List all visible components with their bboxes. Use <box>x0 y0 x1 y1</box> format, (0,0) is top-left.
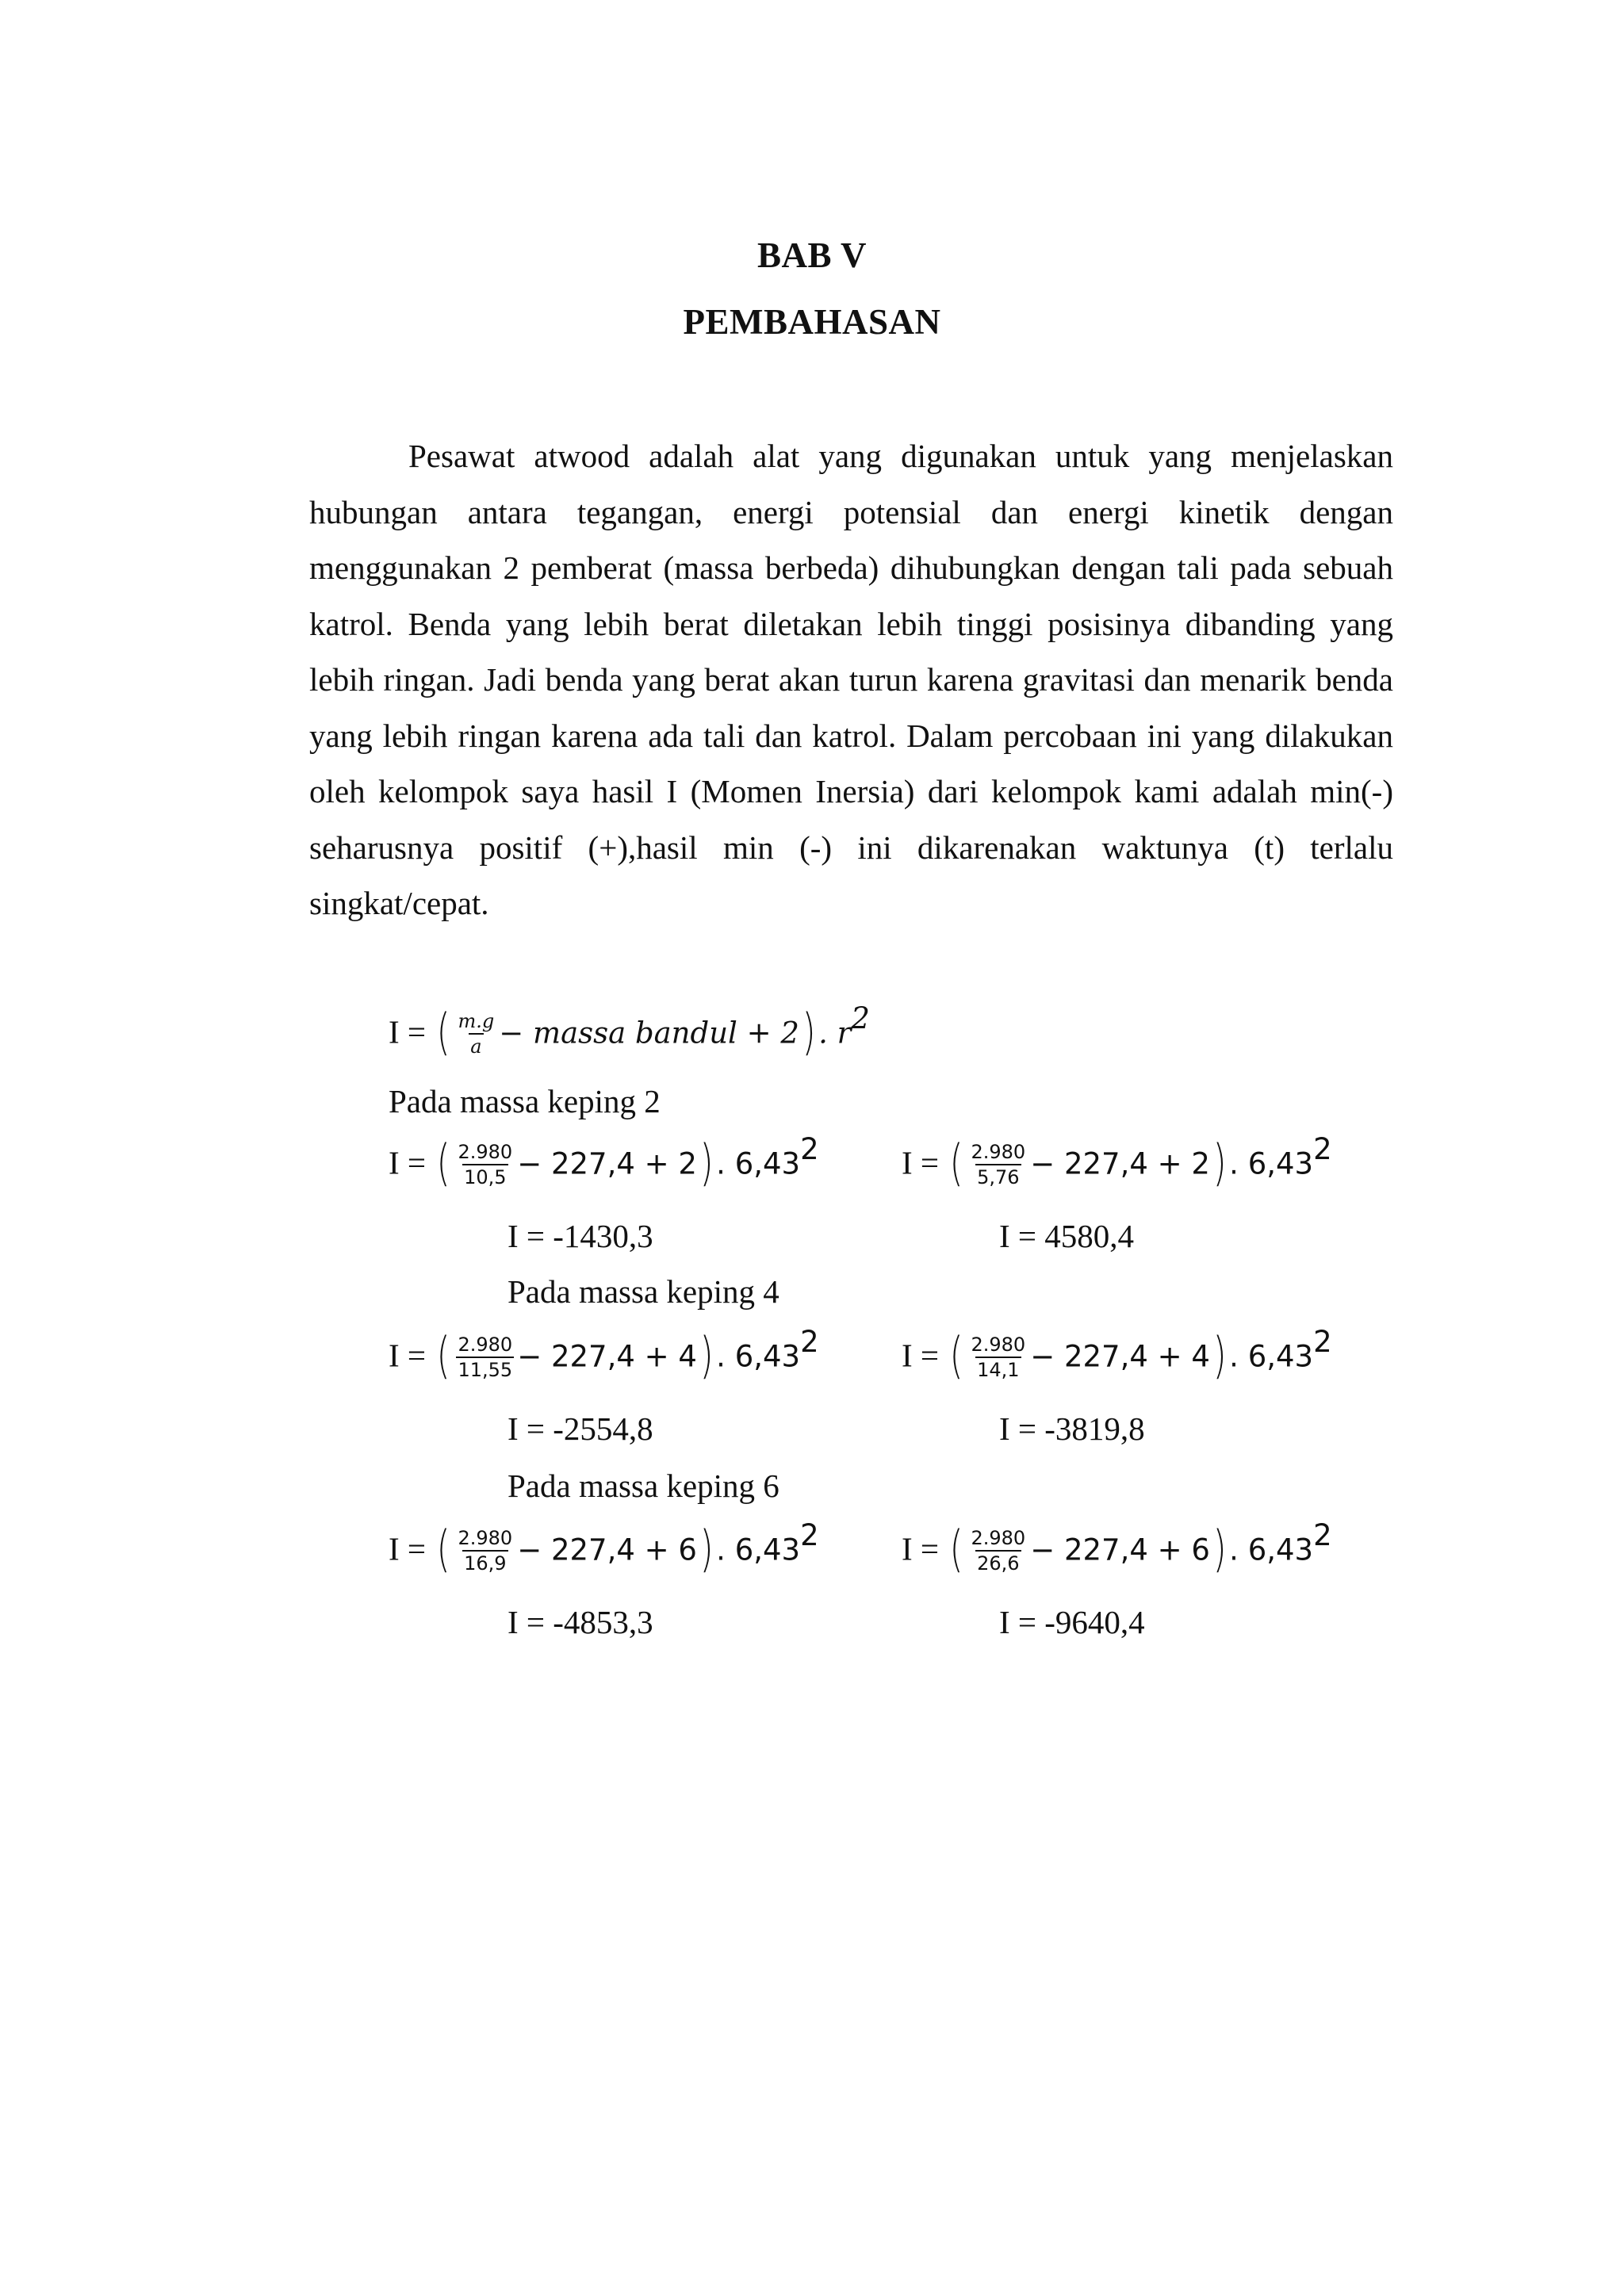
equation-rest: − 227,4 + 4 <box>1030 1339 1210 1374</box>
equation-exponent: 2 <box>1313 1517 1332 1552</box>
formula-tail: . r <box>818 1016 852 1050</box>
body-paragraph: Pesawat atwood adalah alat yang digunakan untuk yang menjelaskan hubungan antara tegangan, energi potensial dan energi kinetik dengan menggunakan 2 pemberat (massa berbeda) dihubungkan dengan tali pada sebuah katrol. Benda yang lebih berat diletakan lebih tinggi posisinya dibanding yang lebih ringan. Jadi benda yang berat akan turun karena gravitasi dan menarik benda yang lebih ringan karena ada tali dan katrol. Dalam percobaan ini yang dilakukan oleh kelompok saya hasil I (Momen Inersia) dari kelompok kami adalah min(-) seharusnya positif (+),hasil min (-) ini dikarenakan waktunya (t) terlalu singkat/cepat. <box>309 438 1393 921</box>
open-paren: ( <box>949 1134 963 1192</box>
equation-lhs: I = <box>902 1337 940 1374</box>
fraction <box>456 1526 514 1575</box>
close-paren: ) <box>1212 1134 1227 1192</box>
equation-tail: . 6,43 <box>1229 1533 1314 1567</box>
equation-left <box>389 1517 819 1578</box>
equation-exponent: 2 <box>800 1517 819 1552</box>
equation-tail: . 6,43 <box>1229 1146 1314 1181</box>
fraction-denominator: 11,55 <box>456 1357 514 1382</box>
open-paren: ( <box>436 1134 450 1192</box>
fraction-denominator: 16,9 <box>462 1550 508 1575</box>
formula-middle: − massa bandul + 2 <box>499 1016 799 1050</box>
fraction-denominator: 26,6 <box>975 1550 1021 1575</box>
fraction <box>456 1140 514 1189</box>
fraction <box>456 1009 496 1058</box>
open-paren: ( <box>949 1326 963 1384</box>
fraction <box>456 1333 514 1382</box>
chapter-heading: BAB V <box>757 235 867 275</box>
equation-exponent: 2 <box>800 1131 819 1166</box>
equation-right <box>902 1517 1332 1578</box>
open-paren: ( <box>949 1520 963 1578</box>
result-left: I = -2554,8 <box>508 1410 653 1447</box>
result-left: I = -1430,3 <box>508 1218 653 1254</box>
fraction-numerator: 2.980 <box>458 1141 513 1163</box>
open-paren: ( <box>436 1326 450 1384</box>
fraction <box>969 1333 1027 1382</box>
equation-exponent: 2 <box>800 1324 819 1359</box>
fraction-numerator: 2.980 <box>458 1334 513 1356</box>
equation-lhs: I = <box>389 1530 427 1567</box>
fraction-numerator: 2.980 <box>458 1527 513 1549</box>
close-paren: ) <box>802 1003 816 1061</box>
close-paren: ) <box>1212 1326 1227 1384</box>
formula-exponent: 2 <box>851 1001 870 1035</box>
result-right: I = 4580,4 <box>999 1218 1135 1254</box>
formula-lhs: I = <box>389 1013 427 1050</box>
equation-left <box>389 1131 819 1192</box>
result-left: I = -4853,3 <box>508 1604 653 1640</box>
fraction-denominator: 5,76 <box>975 1164 1021 1189</box>
fraction <box>969 1526 1027 1575</box>
equation-left <box>389 1324 819 1384</box>
general-formula <box>389 1001 870 1061</box>
equation-exponent: 2 <box>1313 1324 1332 1359</box>
equation-tail: . 6,43 <box>716 1146 801 1181</box>
group-label: Pada massa keping 2 <box>389 1083 661 1119</box>
open-paren: ( <box>436 1003 450 1061</box>
equation-right <box>902 1131 1332 1192</box>
equation-tail: . 6,43 <box>716 1339 801 1374</box>
result-right: I = -3819,8 <box>999 1410 1145 1447</box>
fraction-denominator: 14,1 <box>975 1357 1021 1382</box>
fraction-denominator: 10,5 <box>462 1164 508 1189</box>
fraction-denominator: a <box>469 1033 483 1058</box>
fraction-numerator: m.g <box>458 1010 495 1032</box>
close-paren: ) <box>699 1326 714 1384</box>
equation-exponent: 2 <box>1313 1131 1332 1166</box>
close-paren: ) <box>1212 1520 1227 1578</box>
equation-rest: − 227,4 + 6 <box>517 1533 697 1567</box>
fraction-numerator: 2.980 <box>971 1334 1026 1356</box>
open-paren: ( <box>436 1520 450 1578</box>
chapter-title: PEMBAHASAN <box>683 302 941 342</box>
result-right: I = -9640,4 <box>999 1604 1145 1640</box>
equation-right <box>902 1324 1332 1384</box>
fraction-numerator: 2.980 <box>971 1527 1026 1549</box>
equation-rest: − 227,4 + 4 <box>517 1339 697 1374</box>
equation-lhs: I = <box>389 1337 427 1374</box>
fraction <box>969 1140 1027 1189</box>
equation-lhs: I = <box>389 1144 427 1181</box>
equation-tail: . 6,43 <box>716 1533 801 1567</box>
group-label: Pada massa keping 4 <box>508 1273 779 1310</box>
equation-rest: − 227,4 + 6 <box>1030 1533 1210 1567</box>
equation-rest: − 227,4 + 2 <box>517 1146 697 1181</box>
fraction-numerator: 2.980 <box>971 1141 1026 1163</box>
equation-lhs: I = <box>902 1530 940 1567</box>
close-paren: ) <box>699 1520 714 1578</box>
equation-lhs: I = <box>902 1144 940 1181</box>
group-label: Pada massa keping 6 <box>508 1468 779 1504</box>
equation-rest: − 227,4 + 2 <box>1030 1146 1210 1181</box>
close-paren: ) <box>699 1134 714 1192</box>
equation-tail: . 6,43 <box>1229 1339 1314 1374</box>
